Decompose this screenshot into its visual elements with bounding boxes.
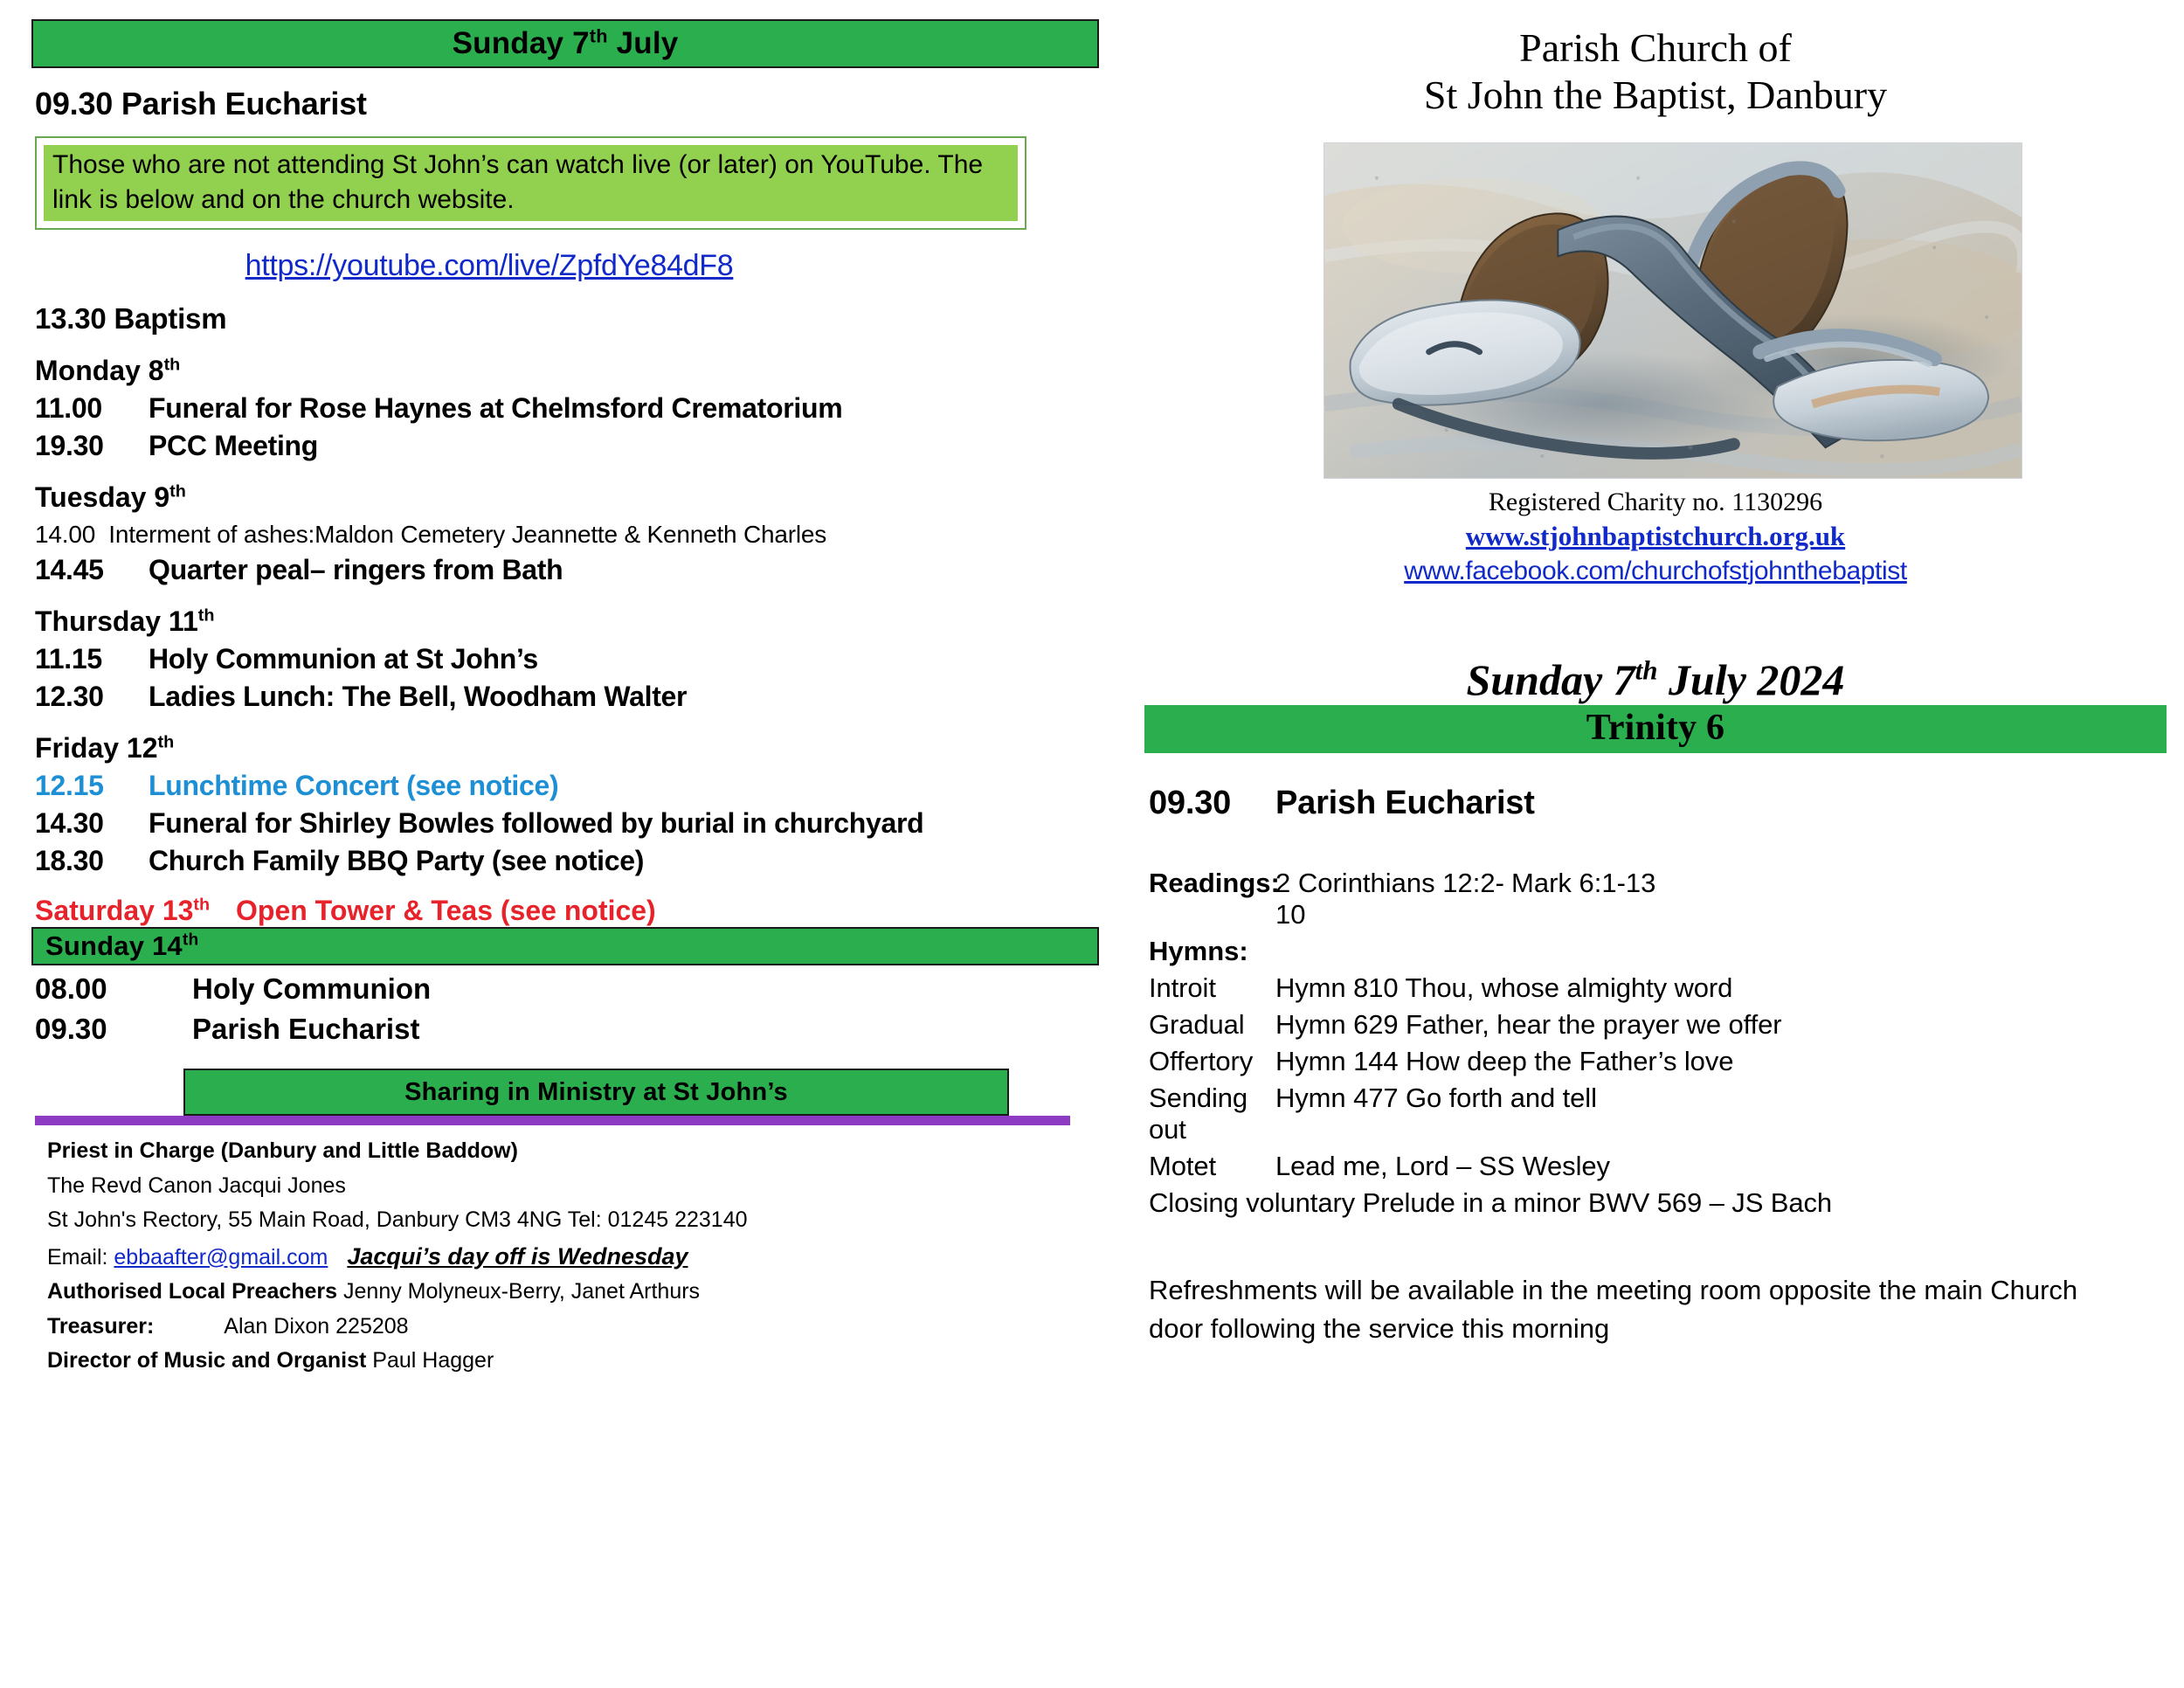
email-row [47,1240,1136,1274]
hymn-part: Offertory [1149,1045,1254,1076]
music-director-label: Director of Music and Organist [47,1348,367,1373]
event-thursday-ladies-lunch [35,681,1136,713]
event-desc: Church Family BBQ Party (see notice) [149,845,645,877]
readings-label: Readings: [1149,867,1280,898]
event-saturday-open-tower [35,895,1136,927]
day-heading-friday [35,732,1136,764]
sunday-eucharist-line: 09.30 Parish Eucharist [35,86,367,121]
church-title-line-1: Parish Church of [1519,25,1792,70]
registered-charity-text: Registered Charity no. 1130296 [1488,487,1823,516]
day-heading-thursday-ordinal: th [197,605,215,626]
event-desc: Holy Communion at St John’s [149,643,538,675]
event-desc: Interment of ashes:Maldon Cemetery Jeannette & Kenneth Charles [108,521,827,549]
event-time: 11.00 [35,392,102,425]
hymns-label: Hymns: [1149,935,1248,966]
hymn-row-sending-out [1149,1083,2184,1145]
day-heading-friday-name: Friday 12 [35,732,158,764]
hymn-row-motet [1149,1151,2184,1182]
service-date-heading [1144,654,2167,705]
ministry-contact-block [47,1136,1136,1377]
hymn-title: Hymn 810 Thou, whose almighty word [1275,972,1733,1003]
hymn-part: Introit [1149,972,1216,1003]
event-desc: Parish Eucharist [192,1013,420,1046]
day-heading-saturday-name: Saturday 13 [35,895,194,927]
event-time: 12.30 [35,681,104,713]
email-link[interactable]: ebbaafter@gmail.com [114,1244,328,1269]
day-heading-monday-ordinal: th [163,355,181,375]
reading-second: Mark 6:1-13 [1511,867,1656,898]
event-desc: Open Tower & Teas (see notice) [236,895,656,927]
flip-flops-photo-graphic [1324,143,2022,478]
day-heading-tuesday-ordinal: th [169,481,186,502]
event-time: 19.30 [35,430,104,462]
hymn-title: Hymn 629 Father, hear the prayer we offer [1275,1008,1782,1040]
right-column-service-sheet [1136,0,2184,1349]
hymn-part: Motet [1149,1150,1217,1181]
hymn-title: Hymn 144 How deep the Father’s love [1275,1045,1734,1076]
banner-sunday-14-ordinal: th [182,930,199,950]
event-desc: Funeral for Rose Haynes at Chelmsford Crematorium [149,392,843,425]
preachers-row [47,1276,1136,1308]
youtube-live-link[interactable]: https://youtube.com/live/ZpfdYe84dF8 [245,249,734,283]
event-desc: Ladies Lunch: The Bell, Woodham Walter [149,681,688,713]
day-off-note: Jacqui’s day off is Wednesday [347,1242,688,1269]
treasurer-label: Treasurer: [47,1313,155,1339]
hymn-part: Gradual [1149,1008,1245,1040]
readings-row [1149,868,2184,930]
event-friday-lunchtime-concert [35,770,1136,802]
event-desc: Funeral for Shirley Bowles followed by burial in churchyard [149,807,924,840]
music-director-row [47,1346,1136,1377]
service-date-day: Sunday 7 [1466,654,1635,704]
music-director-name: Paul Hagger [366,1348,494,1373]
preachers-names: Jenny Molyneux-Berry, Janet Arthurs [337,1279,701,1304]
email-label: Email: [47,1244,114,1269]
day-heading-friday-ordinal: th [157,732,175,752]
flip-flops-photo [1324,142,2022,479]
event-time: 08.00 [35,972,107,1006]
event-time: 14.30 [35,807,104,840]
day-heading-monday [35,355,1136,387]
banner-sunday-14 [31,927,1099,965]
event-monday-pcc [35,430,1136,462]
banner-sunday-14-day: Sunday 14 [45,930,183,962]
treasurer-name: Alan Dixon 225208 [224,1313,409,1339]
hymn-row-offertory [1149,1046,2184,1077]
hymn-title: Hymn 477 Go forth and tell [1275,1082,1597,1113]
hymn-title: Lead me, Lord – SS Wesley [1275,1150,1610,1181]
rectory-address: St John's Rectory, 55 Main Road, Danbury CM3 4NG Tel: 01245 223140 [47,1207,748,1233]
event-tuesday-interment [35,521,1136,549]
main-service-name: Parish Eucharist [1275,784,1535,821]
service-date-ordinal: th [1635,654,1658,685]
reading-first: 2 Corinthians 12:2-10 [1275,867,1504,930]
event-time: 09.30 [35,1013,107,1046]
banner-sunday-7-month: July [607,26,679,60]
day-heading-saturday-ordinal: th [193,895,211,915]
day-heading-thursday [35,605,1136,638]
event-monday-funeral [35,392,1136,425]
banner-sharing-in-ministry: Sharing in Ministry at St John’s [183,1069,1009,1116]
day-heading-tuesday-name: Tuesday 9 [35,481,170,514]
event-sunday14-parish-eucharist [35,1013,1136,1046]
event-time: 18.30 [35,845,104,877]
church-title [1144,24,2167,120]
event-time: 11.15 [35,643,102,675]
facebook-page-link[interactable]: www.facebook.com/churchofstjohnthebaptist [1404,556,1907,585]
youtube-notice-box [35,136,1026,230]
banner-sunday-7-ordinal: th [589,24,608,47]
event-time: 14.45 [35,554,104,586]
banner-sunday-7-july [31,19,1099,68]
event-friday-bbq [35,845,1136,877]
church-website-link[interactable]: www.stjohnbaptistchurch.org.uk [1465,520,1846,551]
event-desc: PCC Meeting [149,430,319,462]
event-desc: Lunchtime Concert (see notice) [149,770,559,802]
refreshments-notice: Refreshments will be available in the meeting room opposite the main Church door following the service this morning [1149,1274,2078,1345]
day-heading-tuesday [35,481,1136,514]
event-desc: Quarter peal– ringers from Bath [149,554,563,586]
hymn-part: Sending out [1149,1082,1248,1145]
baptism-line: 13.30 Baptism [35,302,227,336]
event-sunday14-holy-communion [35,972,1136,1006]
event-time: 12.15 [35,770,104,802]
priest-in-charge-label: Priest in Charge (Danbury and Little Baddow) [47,1138,518,1164]
main-service-row [1149,785,2184,822]
purple-divider [35,1116,1070,1125]
youtube-notice-text: Those who are not attending St John’s can watch live (or later) on YouTube. The link is below and on the church website. [44,145,1018,221]
event-tuesday-quarter-peal [35,554,1136,586]
banner-sunday-7-day: Sunday 7 [452,26,590,60]
preachers-label: Authorised Local Preachers [47,1279,338,1304]
event-friday-funeral [35,807,1136,840]
priest-name: The Revd Canon Jacqui Jones [47,1173,346,1198]
hymn-row-introit [1149,972,2184,1004]
day-heading-thursday-name: Thursday 11 [35,605,198,638]
closing-voluntary: Closing voluntary Prelude in a minor BWV 569 – JS Bach [1149,1186,1833,1218]
event-time: 14.00 [35,521,96,549]
event-desc: Holy Communion [192,972,432,1006]
banner-trinity-6: Trinity 6 [1144,705,2167,753]
treasurer-row [47,1311,1136,1343]
service-date-rest: July 2024 [1657,654,1845,704]
church-title-line-2: St John the Baptist, Danbury [1423,73,1888,118]
event-thursday-communion [35,643,1136,675]
main-service-time: 09.30 [1149,784,1232,821]
day-heading-monday-name: Monday 8 [35,355,164,387]
left-column-diary [0,0,1136,1380]
day-heading-saturday [35,895,236,927]
hymn-row-gradual [1149,1009,2184,1041]
